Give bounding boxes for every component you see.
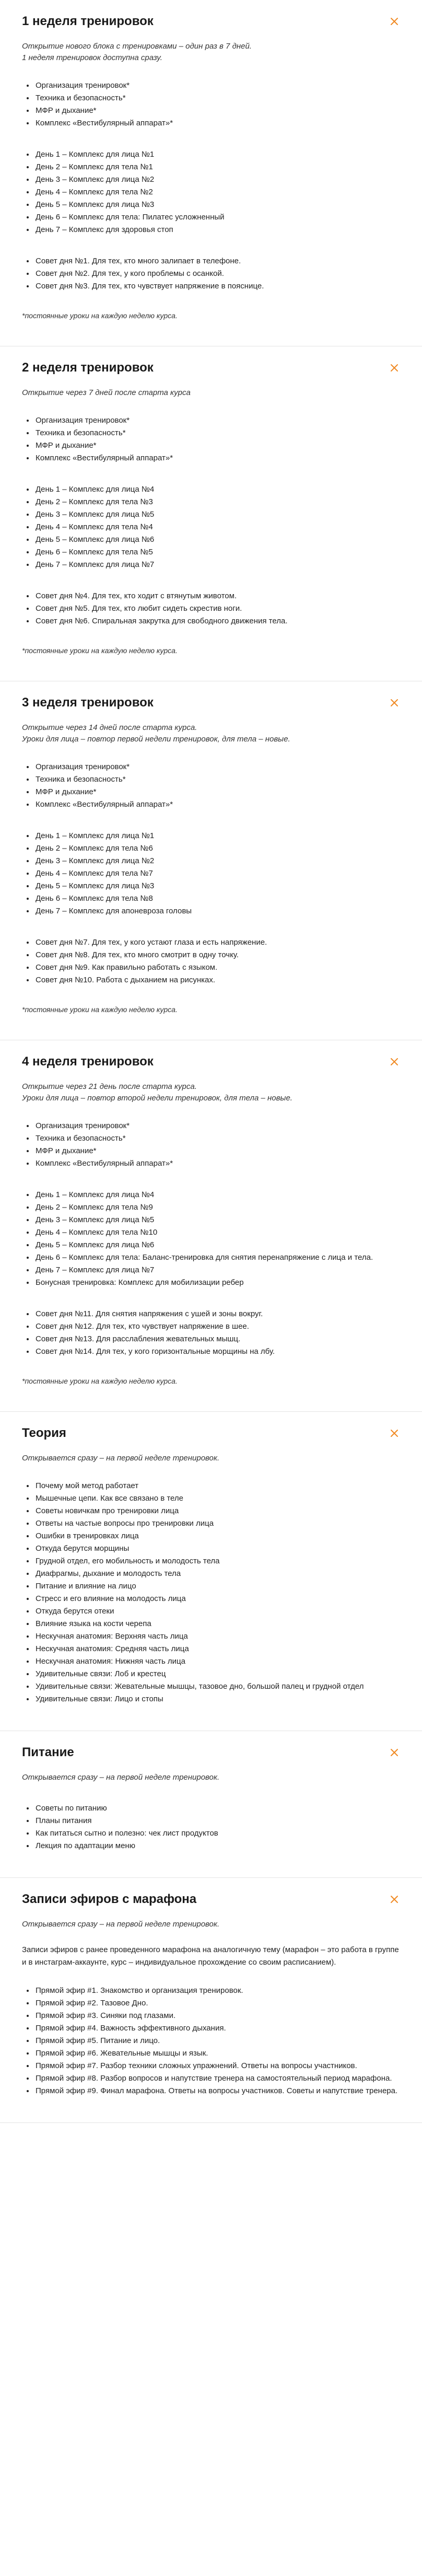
list-item: • День 4 – Комплекс для тела №10 [34,1226,400,1239]
list-item: • Влияние языка на кости черепа [34,1618,400,1630]
section-header[interactable] [22,1745,400,1760]
close-icon[interactable] [389,697,400,709]
section-title: 2 неделя тренировок [22,361,154,375]
list-item: • Откуда берутся отеки [34,1605,400,1618]
close-icon[interactable] [389,1428,400,1439]
list-item: • День 4 – Комплекс для тела №4 [34,521,400,533]
footnote: *постоянные уроки на каждую неделю курса. [22,646,178,655]
list-item: • Прямой эфир #1. Знакомство и организация тренировок. [34,1985,400,1997]
tips-list [22,1308,400,1358]
list-item: • Комплекс «Вестибулярный аппарат»* [34,1157,400,1170]
list-item: • Прямой эфир #4. Важность эффективного дыхания. [34,2022,400,2035]
list-item: • Совет дня №1. Для тех, кто много залипает в телефоне. [34,255,400,268]
footnote: *постоянные уроки на каждую неделю курса. [22,1005,178,1014]
list-item: • Нескучная анатомия: Верхняя часть лица [34,1630,400,1643]
streams-list [22,1985,400,2097]
list-item: • День 3 – Комплекс для лица №2 [34,855,400,867]
intro-line: Открытие через 14 дней после старта курса. [22,723,197,732]
list-item: • Прямой эфир #8. Разбор вопросов и напутствие тренера на самостоятельный период марафона. [34,2072,400,2085]
list-item: • Техника и безопасность* [34,92,400,105]
section-intro [22,387,400,399]
list-item: • Мышечные цепи. Как все связано в теле [34,1492,400,1505]
list-item: • День 2 – Комплекс для тела №6 [34,842,400,855]
list-item: • Совет дня №13. Для расслабления жевательных мышц. [34,1333,400,1345]
intro-line: 1 неделя тренировок доступна сразу. [22,53,162,62]
list-item: • Прямой эфир #7. Разбор техники сложных упражнений. Ответы на вопросы участников. [34,2060,400,2072]
list-item: • День 2 – Комплекс для тела №1 [34,161,400,173]
list-item: • Ошибки в тренировках лица [34,1530,400,1542]
section-title: Питание [22,1745,74,1759]
week-section [0,681,422,1040]
section-header[interactable] [22,14,400,29]
list-item: • Совет дня №9. Как правильно работать с языком. [34,961,400,974]
tips-list [22,936,400,987]
list-item: • Удивительные связи: Лицо и стопы [34,1693,400,1705]
section-title: Теория [22,1426,66,1440]
list-item: • Как питаться сытно и полезно: чек лист продуктов [34,1827,400,1840]
list-item: • День 1 – Комплекс для лица №1 [34,148,400,161]
section-intro [22,722,400,745]
list-item: • День 2 – Комплекс для тела №9 [34,1201,400,1214]
list-item: • День 6 – Комплекс для тела: Пилатес усложненный [34,211,400,224]
theory-section [0,1412,422,1731]
section-header[interactable] [22,1892,400,1907]
list-item: • День 6 – Комплекс для тела №5 [34,546,400,559]
list-item: • Совет дня №7. Для тех, у кого устают глаза и есть напряжение. [34,936,400,949]
list-item: • День 4 – Комплекс для тела №7 [34,867,400,880]
list-item: • День 5 – Комплекс для лица №3 [34,880,400,892]
list-item: • День 5 – Комплекс для лица №3 [34,199,400,211]
list-item: • Бонусная тренировка: Комплекс для мобилизации ребер [34,1277,400,1289]
list-item: • Совет дня №2. Для тех, у кого проблемы с осанкой. [34,268,400,280]
list-item: • Совет дня №14. Для тех, у кого горизонтальные морщины на лбу. [34,1345,400,1358]
footnote: *постоянные уроки на каждую неделю курса. [22,1377,178,1385]
list-item: • День 7 – Комплекс для лица №7 [34,1264,400,1277]
list-item: • День 7 – Комплекс для лица №7 [34,559,400,571]
nutrition-section [0,1731,422,1878]
tips-list [22,590,400,628]
streams-section [0,1878,422,2123]
section-header[interactable] [22,360,400,376]
list-item: • Прямой эфир #9. Финал марафона. Ответы на вопросы участников. Советы и напутствие тренера. [34,2085,400,2097]
intro-line: Открытие нового блока с тренировками – один раз в 7 дней. [22,42,252,51]
section-intro: Открывается сразу – на первой неделе тренировок. [22,1920,220,1929]
list-item: • Совет дня №6. Спиральная закрутка для свободного движения тела. [34,615,400,628]
days-list [22,830,400,918]
list-item: • Организация тренировок* [34,414,400,427]
list-item: • День 1 – Комплекс для лица №1 [34,830,400,842]
days-list [22,1189,400,1289]
list-item: • Организация тренировок* [34,79,400,92]
section-intro: Открывается сразу – на первой неделе тренировок. [22,1773,220,1782]
list-item: • Советы новичкам про тренировки лица [34,1505,400,1517]
week-section [0,1040,422,1412]
list-item: • День 5 – Комплекс для лица №6 [34,1239,400,1251]
list-item: • Комплекс «Вестибулярный аппарат»* [34,452,400,465]
close-icon[interactable] [389,362,400,374]
list-item: • Прямой эфир #3. Синяки под глазами. [34,2010,400,2022]
list-item: • Организация тренировок* [34,1120,400,1132]
list-item: • День 7 – Комплекс для апоневроза головы [34,905,400,918]
section-title: 3 неделя тренировок [22,695,154,710]
list-item: • Стресс и его влияние на молодость лица [34,1593,400,1605]
list-item: • Прямой эфир #6. Жевательные мышцы и язык. [34,2047,400,2060]
list-item: • Советы по питанию [34,1802,400,1815]
section-title: 1 неделя тренировок [22,14,154,28]
days-list [22,483,400,571]
intro-line: Открытие через 7 дней после старта курса [22,388,191,397]
basics-list [22,761,400,811]
week-section [0,346,422,681]
close-icon[interactable] [389,1056,400,1067]
basics-list [22,79,400,130]
list-item: • Прямой эфир #5. Питание и лицо. [34,2035,400,2047]
intro-line: Открытие через 21 день после старта курса. [22,1082,197,1091]
list-item: • Нескучная анатомия: Средняя часть лица [34,1643,400,1655]
footnote: *постоянные уроки на каждую неделю курса. [22,311,178,320]
list-item: • Техника и безопасность* [34,1132,400,1145]
week-section [0,0,422,346]
list-item: • Техника и безопасность* [34,427,400,439]
list-item: • День 1 – Комплекс для лица №4 [34,483,400,496]
list-item: • Удивительные связи: Лоб и крестец [34,1668,400,1680]
list-item: • Откуда берутся морщины [34,1542,400,1555]
list-item: • МФР и дыхание* [34,1145,400,1157]
list-item: • Комплекс «Вестибулярный аппарат»* [34,798,400,811]
section-title: Записи эфиров с марафона [22,1892,197,1906]
list-item: • МФР и дыхание* [34,786,400,798]
list-item: • Комплекс «Вестибулярный аппарат»* [34,117,400,130]
list-item: • Совет дня №5. Для тех, кто любит сидеть скрестив ноги. [34,602,400,615]
section-intro: Открывается сразу – на первой неделе тренировок. [22,1454,220,1463]
section-intro [22,41,400,64]
list-item: • День 5 – Комплекс для лица №6 [34,533,400,546]
list-item: • Нескучная анатомия: Нижняя часть лица [34,1655,400,1668]
list-item: • Совет дня №12. Для тех, кто чувствует напряжение в шее. [34,1320,400,1333]
list-item: • День 7 – Комплекс для здоровья стоп [34,224,400,236]
list-item: • День 6 – Комплекс для тела №8 [34,892,400,905]
section-header[interactable] [22,1054,400,1070]
list-item: • Лекция по адаптации меню [34,1840,400,1852]
list-item: • МФР и дыхание* [34,105,400,117]
section-intro [22,1081,400,1104]
list-item: • День 2 – Комплекс для тела №3 [34,496,400,508]
list-item: • Совет дня №4. Для тех, кто ходит с втянутым животом. [34,590,400,602]
close-icon[interactable] [389,16,400,27]
list-item: • День 6 – Комплекс для тела: Баланс-тренировка для снятия перенапряжение с лица и тела. [34,1251,400,1264]
days-list [22,148,400,236]
section-title: 4 неделя тренировок [22,1054,154,1069]
list-item: • Техника и безопасность* [34,773,400,786]
list-item: • Планы питания [34,1815,400,1827]
list-item: • Грудной отдел, его мобильность и молодость тела [34,1555,400,1568]
list-item: • Диафрагмы, дыхание и молодость тела [34,1568,400,1580]
streams-description: Записи эфиров с ранее проведенного марафона на аналогичную тему (марафон – это работа в группе и в инстаграм-аккаунте, курс – индивидуальное прохождение со своим расписанием). [22,1945,399,1967]
section-header[interactable] [22,695,400,711]
list-item: • День 4 – Комплекс для тела №2 [34,186,400,199]
list-item: • День 1 – Комплекс для лица №4 [34,1189,400,1201]
list-item: • Организация тренировок* [34,761,400,773]
list-item: • День 3 – Комплекс для лица №2 [34,173,400,186]
list-item: • День 3 – Комплекс для лица №5 [34,508,400,521]
list-item: • Совет дня №10. Работа с дыханием на рисунках. [34,974,400,987]
basics-list [22,1120,400,1170]
list-item: • МФР и дыхание* [34,439,400,452]
list-item: • Питание и влияние на лицо [34,1580,400,1593]
close-icon[interactable] [389,1747,400,1758]
intro-line: Уроки для лица – повтор первой недели тренировок, для тела – новые. [22,735,290,744]
close-icon[interactable] [389,1894,400,1905]
list-item: • Совет дня №11. Для снятия напряжения с ушей и зоны вокруг. [34,1308,400,1320]
list-item: • День 3 – Комплекс для лица №5 [34,1214,400,1226]
nutrition-list [22,1802,400,1852]
section-header[interactable] [22,1425,400,1441]
theory-list [22,1480,400,1705]
list-item: • Совет дня №3. Для тех, кто чувствует напряжение в пояснице. [34,280,400,293]
list-item: • Совет дня №8. Для тех, кто много смотрит в одну точку. [34,949,400,961]
list-item: • Удивительные связи: Жевательные мышцы, тазовое дно, большой палец и грудной отдел [34,1680,400,1693]
list-item: • Ответы на частые вопросы про тренировки лица [34,1517,400,1530]
list-item: • Прямой эфир #2. Тазовое Дно. [34,1997,400,2010]
list-item: • Почему мой метод работает [34,1480,400,1492]
basics-list [22,414,400,465]
tips-list [22,255,400,293]
intro-line: Уроки для лица – повтор второй недели тренировок, для тела – новые. [22,1094,292,1103]
